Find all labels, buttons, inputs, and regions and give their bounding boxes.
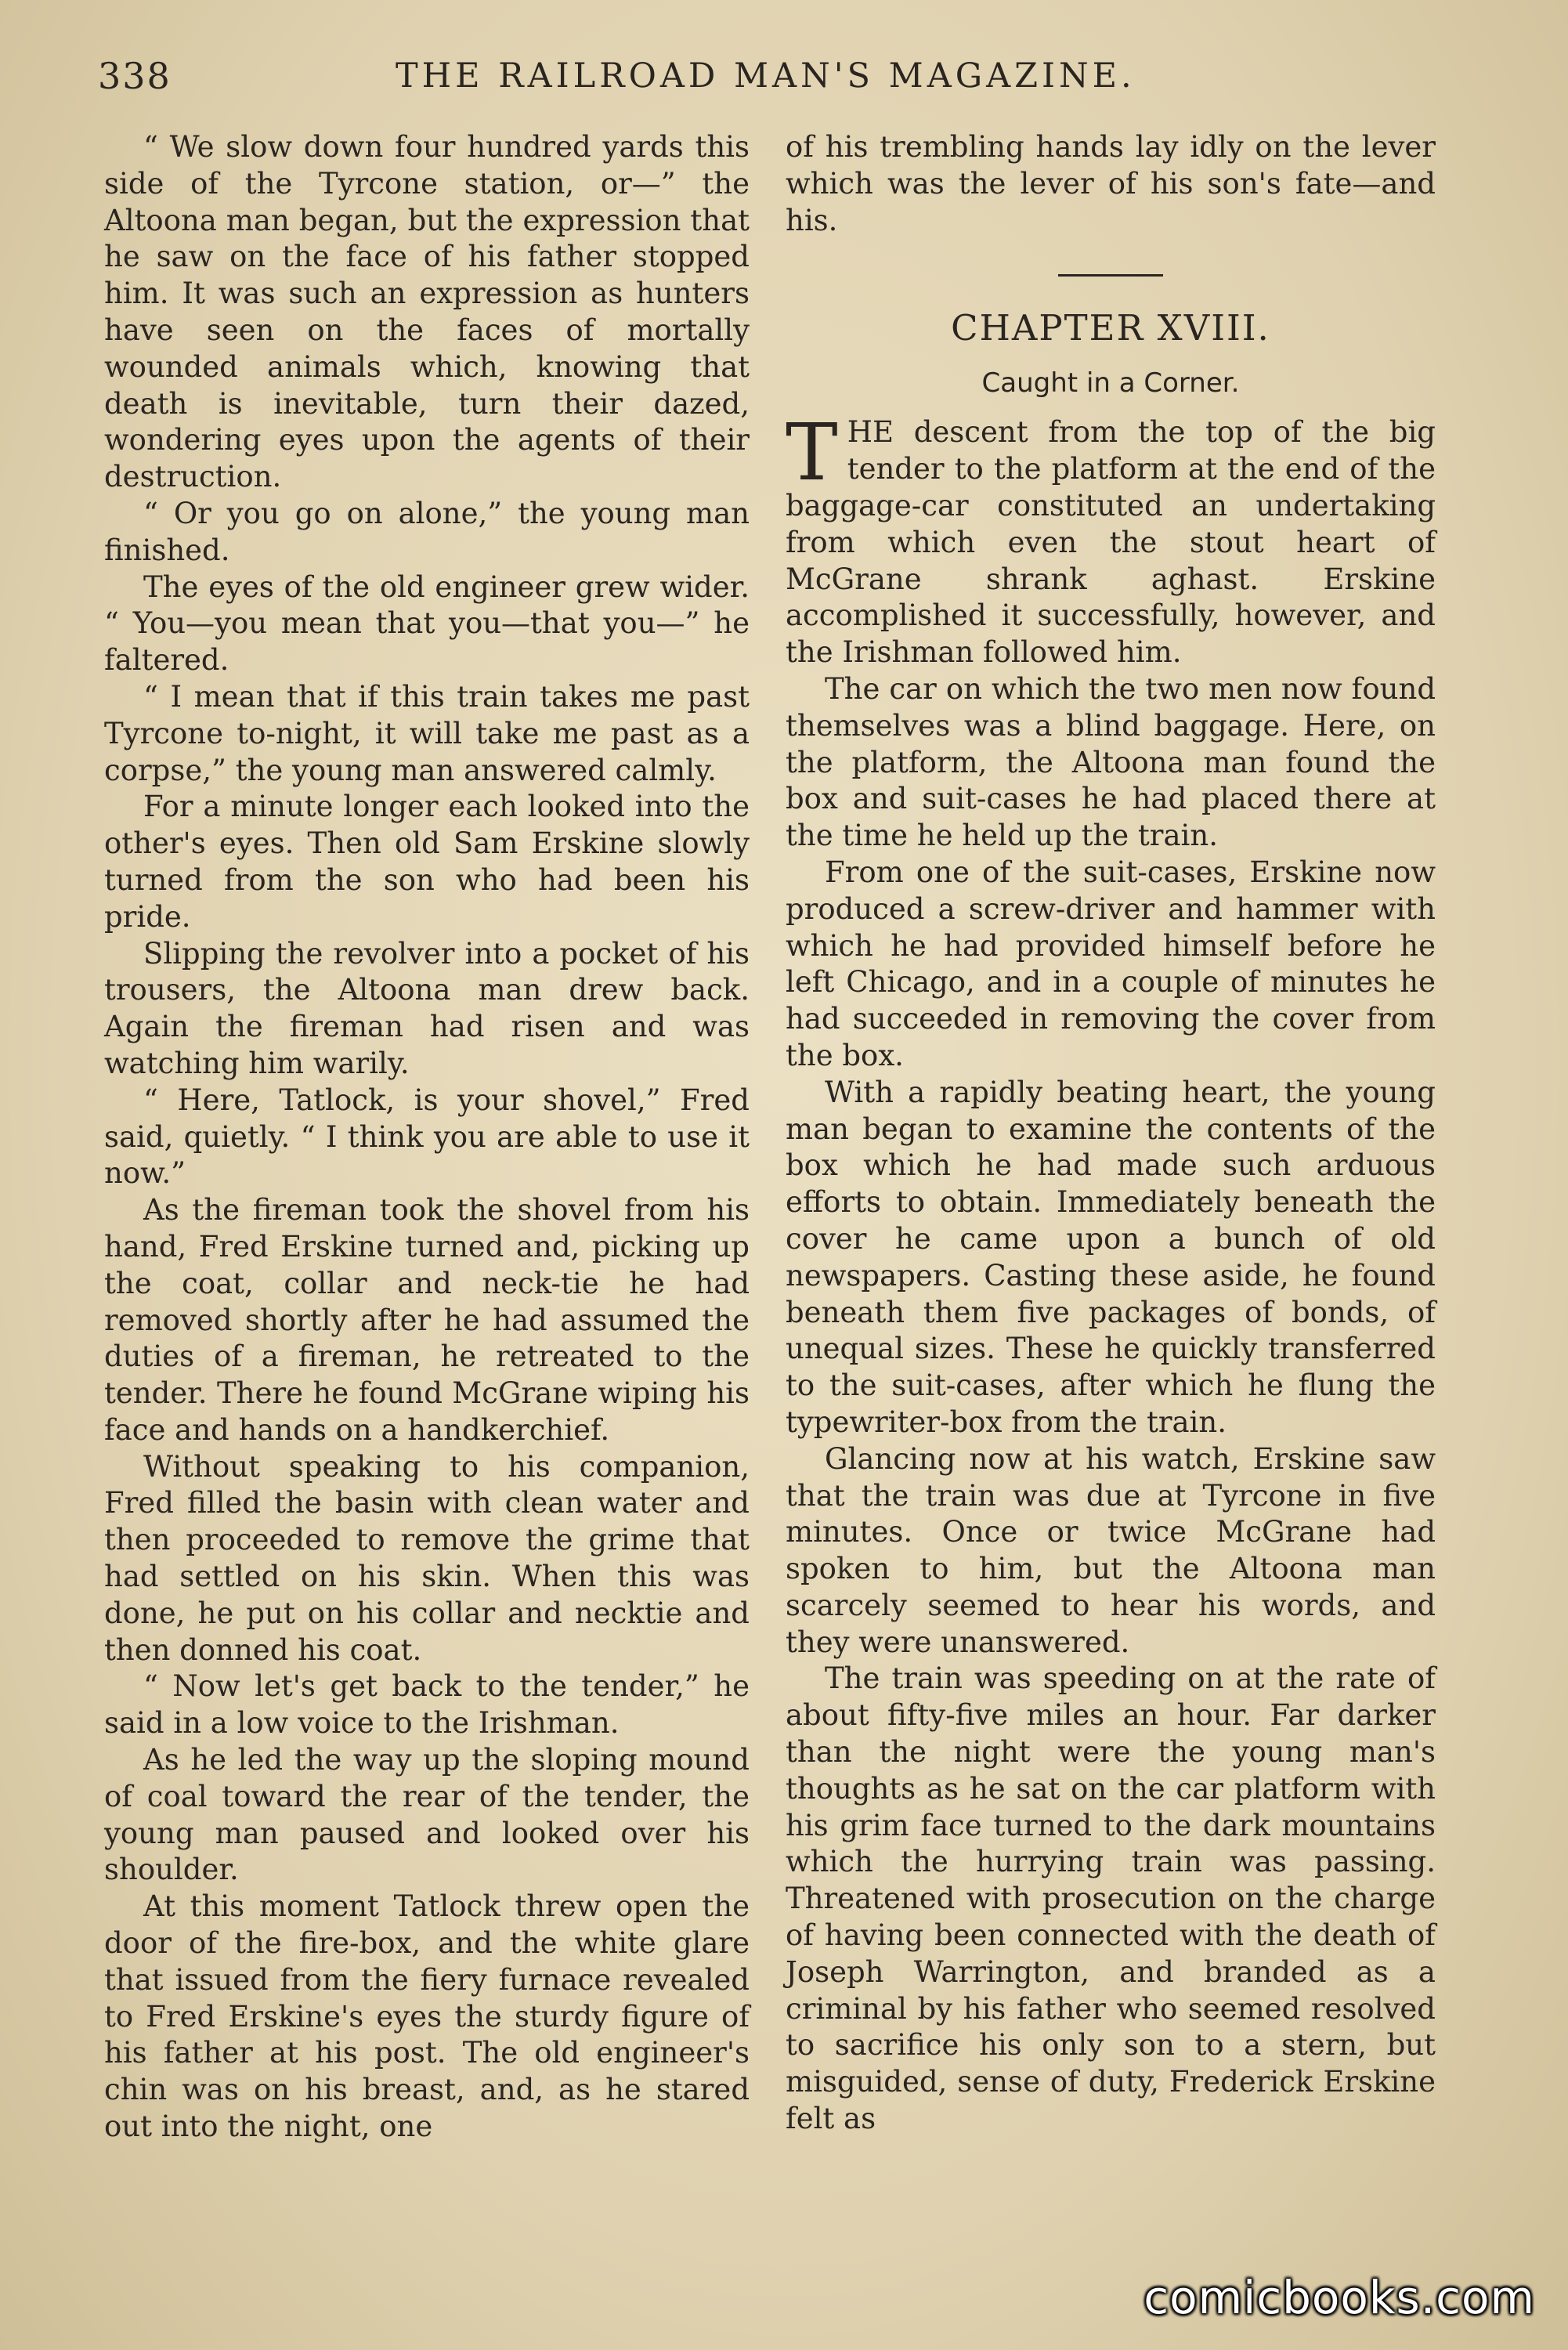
chapter-title: CHAPTER XVIII. [951, 307, 1270, 349]
paragraph: Without speaking to his companion, Fred filled the basin with clean water and then proceeded to remove the grime that had settled on his skin. When this was done, he put on his collar and necktie and then donned his coat. [104, 1449, 750, 1667]
paragraph: At this moment Tatlock threw open the door of the fire-box, and the white glare that issued from the fiery furnace revealed to Fred Erskine's eyes the sturdy figure of his father at his post. The old engineer's chin was on his breast, and, as he stared out into the night, one [104, 1889, 750, 2144]
paragraph: As the fireman took the shovel from his hand, Fred Erskine turned and, picking up the coat, collar and neck-tie he had removed shortly after he had assumed the duties of a fireman, he retreated to the tender. There he found McGrane wiping his face and hands on a handkerchief. [104, 1193, 750, 1447]
paragraph: The eyes of the old engineer grew wider. “ You—you mean that you—that you—” he faltered. [104, 569, 750, 678]
paragraph: “ We slow down four hundred yards this side of the Tyrcone station, or—” the Altoona man began, but the expression that he saw on the face of his father stopped him. It was such an expression as hunters have seen on the faces of mortally wounded animals which, knowing that death is inevitable, turn their dazed, wondering eyes upon the agents of their destruction. [104, 130, 750, 494]
running-head: THE RAILROAD MAN'S MAGAZINE. [396, 56, 1136, 96]
opening-text: HE descent from the top of the big tender to the platform at the end of the baggage-car constituted an undertaking from which even the stout heart of McGrane shrank aghast. Erskine accomplished it successfully, however, and the Irishman followed him. [786, 415, 1436, 670]
paragraph: For a minute longer each looked into the other's eyes. Then old Sam Erskine slowly turned from the son who had been his pride. [104, 790, 750, 934]
paragraph: “ Or you go on alone,” the young man finished. [104, 496, 750, 567]
page-header [0, 55, 1568, 102]
drop-cap: T [786, 407, 838, 499]
section-divider [1058, 274, 1163, 277]
right-column [786, 129, 1436, 2138]
paragraph: With a rapidly beating heart, the young man began to examine the contents of the box which he had made such arduous efforts to obtain. Immediately beneath the cover he came upon a bunch of old newspapers. Casting these aside, he found beneath them five packages of bonds, of unequal sizes. These he quickly transferred to the suit-cases, after which he flung the typewriter-box from the train. [786, 1075, 1436, 1439]
paragraph: “ I mean that if this train takes me past Tyrcone to-night, it will take me past as a corpse,” the young man answered calmly. [104, 679, 750, 787]
chapter-subtitle: Caught in a Corner. [981, 367, 1240, 400]
paragraph: “ Now let's get back to the tender,” he said in a low voice to the Irishman. [104, 1669, 750, 1741]
left-column [104, 129, 750, 2146]
watermark: comicbooks.com [1143, 2271, 1535, 2324]
page-number: 338 [98, 55, 172, 97]
paragraph: From one of the suit-cases, Erskine now produced a screw-driver and hammer with which he had provided himself before he left Chicago, and in a couple of minutes he had succeeded in removing the cover from the box. [786, 855, 1436, 1072]
paragraph: Slipping the revolver into a pocket of his trousers, the Altoona man drew back. Again the fireman had risen and was watching him warily. [104, 936, 750, 1080]
paragraph: The train was speeding on at the rate of about fifty-five miles an hour. Far darker than the night were the young man's thoughts as he sat on the car platform with his grim face turned to the dark mountains which the hurrying train was passing. Threatened with prosecution on the charge of having been connected with the death of Joseph Warrington, and branded as a criminal by his father who seemed resolved to sacrifice his only son to a stern, but misguided, sense of duty, Frederick Erskine felt as [786, 1661, 1436, 2136]
paragraph: “ Here, Tatlock, is your shovel,” Fred said, quietly. “ I think you are able to use it now.” [104, 1083, 750, 1191]
continued-paragraph: of his trembling hands lay idly on the lever which was the lever of his son's fate—and his. [786, 130, 1436, 237]
paragraph: Glancing now at his watch, Erskine saw that the train was due at Tyrcone in five minutes. Once or twice McGrane had spoken to him, but the Altoona man scarcely seemed to hear his words, and they were unanswered. [786, 1441, 1436, 1659]
chapter-opening-paragraph [786, 407, 1436, 671]
paragraph: The car on which the two men now found themselves was a blind baggage. Here, on the platform, the Altoona man found the box and suit-cases he had placed there at the time he held up the train. [786, 671, 1436, 853]
paragraph: As he led the way up the sloping mound of coal toward the rear of the tender, the young man paused and looked over his shoulder. [104, 1743, 750, 1887]
